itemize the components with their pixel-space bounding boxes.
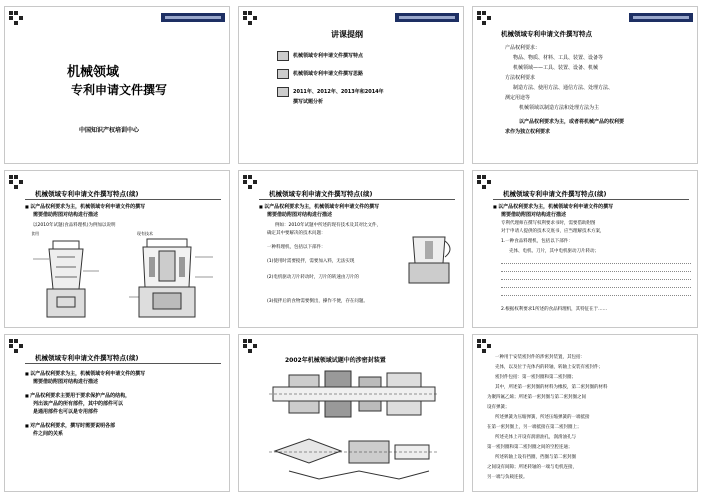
- bullet-text: ■ 对产品权利要求，撰写时需要说明各部: [25, 423, 115, 429]
- slide-8[interactable]: [238, 334, 464, 492]
- blender-figure-left: [31, 237, 101, 323]
- text-line: 制造方法、使用方法、通信方法、处理方法、: [513, 85, 614, 91]
- text-line: 所述转轴上设有挡圈，挡圈与第二密封圈: [495, 455, 576, 460]
- slide-title: 机械领域专利申请文件撰写特点: [501, 30, 592, 38]
- text-line: 之间设有间隙；所述转轴的一端与电机连接，: [487, 465, 577, 470]
- slide-1[interactable]: [4, 6, 230, 164]
- seal-drawing-upper: [269, 369, 439, 425]
- bullet-text-continued: 需要借助附图对结构进行描述: [267, 212, 333, 218]
- text-line: 密封件包括：第一密封圈和第二密封圈；: [495, 375, 576, 380]
- bullet-text: ■ 以产品权利要求为主，机械领域专利申请文件的撰写: [493, 204, 613, 210]
- divider: [493, 199, 689, 200]
- text-line: 另一端与负载连接。: [487, 475, 528, 480]
- bullet-icon: [277, 87, 289, 97]
- text-line: 求作为独立权利要求: [505, 129, 551, 135]
- outline-item-continued: 撰写试题分析: [293, 99, 324, 105]
- text-line: (3)搅拌后的食物需要倒出，操作不便，存在问题。: [267, 299, 368, 304]
- divider: [25, 199, 221, 200]
- bullet-text: ■ 产品权利要求主要用于要求保护产品的结构，: [25, 393, 130, 399]
- logo-icon: [477, 339, 491, 353]
- header-banner: [395, 13, 459, 22]
- text-line: 其中，所述第一密封圈的材料为橡胶，第二密封圈的材料: [495, 385, 608, 390]
- divider: [25, 363, 221, 364]
- caption: 以2010年试题(食品料理机)为例加以说明: [33, 223, 116, 228]
- slide-7[interactable]: [4, 334, 230, 492]
- bullet-text: ■ 以产品权利要求为主，机械领域专利申请文件的撰写: [25, 204, 145, 210]
- outline-item: 2011年、2012年、2013年和2014年: [293, 89, 384, 95]
- text-line: 机械领域以制造方法和处理方法为主: [519, 105, 600, 111]
- logo-icon: [243, 339, 257, 353]
- outline-item: 机械领域专利申请文件撰写思路: [293, 71, 364, 77]
- logo-icon: [9, 339, 23, 353]
- bullet-text-continued: 列出该产品的所有部件，其中的部件可以: [33, 401, 124, 407]
- logo-icon: [243, 11, 257, 25]
- slide-title: 机械领域专利申请文件撰写特点(续): [269, 190, 373, 198]
- text-line: 以产品权利要求为主，或者将机械产品的权利要: [519, 119, 625, 125]
- slide-2[interactable]: [238, 6, 464, 164]
- outline-item: 机械领域专利申请文件撰写特点: [293, 53, 364, 59]
- slide-title: 机械领域专利申请文件撰写特点(续): [35, 354, 139, 362]
- text-line: 所述壳体上开设有润滑油孔，润滑油孔与: [495, 435, 576, 440]
- text-line: 物品、物质、材料、工具、装置、设备等: [513, 55, 604, 61]
- slide-9[interactable]: [472, 334, 698, 492]
- bullet-text-continued: 是通用部件也可以是专用部件: [33, 409, 99, 415]
- text-line: 机械领域——工具、装置、设备、机械: [513, 65, 599, 71]
- bullet-icon: [277, 69, 289, 79]
- text-line: (2)电机驱动刀片转动时，刀片的转速由刀片的: [267, 275, 359, 280]
- text-line: 为聚四氟乙烯；所述第一密封圈与第二密封圈之间: [487, 395, 586, 400]
- blender-figure: [403, 233, 459, 287]
- text-line: 一种用于安装密封件的涉密封装置，其包括：: [495, 355, 585, 360]
- slide-title: 机械领域: [67, 65, 120, 80]
- logo-icon: [477, 11, 491, 25]
- text-line: 在第一密封圈上，另一端抵接在第二密封圈上；: [487, 425, 582, 430]
- text-line: (1)使用时需要搅拌，需要加入料，无法实现: [267, 259, 355, 264]
- text-line: 产品权利要求：: [505, 45, 541, 51]
- text-line: 1.一种食品料理机，包括以下部件：: [501, 239, 573, 244]
- text-line: 对于申请人提供的技术交底书，应当理解技术方案，: [501, 229, 605, 234]
- logo-icon: [477, 175, 491, 189]
- text-line: 方法权利要求: [505, 75, 536, 81]
- slide-subtitle: 专利申请文件撰写: [71, 83, 168, 97]
- bullet-text-continued: 需要借助附图对结构进行描述: [33, 212, 99, 218]
- bullet-text: ■ 以产品权利要求为主，机械领域专利申请文件的撰写: [25, 371, 145, 377]
- text-line: 壳体、电机、刀片，其中电机驱动刀片转动；: [509, 249, 599, 254]
- text-line: 第一密封圈和第二密封圈之间的空腔连通；: [487, 445, 573, 450]
- text-line: 所述弹簧为压缩弹簧，所述压缩弹簧的一端抵接: [495, 415, 590, 420]
- text-line: 一种料理机，包括以下部件：: [267, 245, 326, 250]
- logo-icon: [243, 175, 257, 189]
- blender-figure-right: [129, 237, 215, 323]
- bullet-text-continued: 件之间的关系: [33, 431, 64, 437]
- text-line: 设有弹簧；: [487, 405, 510, 410]
- figure-label: 食用: [31, 231, 39, 236]
- seal-drawing-lower: [269, 431, 439, 485]
- text-line: 2.根据权利要求1所述的食品料理机，其特征在于……: [501, 307, 608, 312]
- logo-icon: [9, 11, 23, 25]
- text-line: 例如：2010年试题中所述的现有技术及其对比文件，: [275, 223, 381, 228]
- figure-label: 现有技术: [137, 231, 153, 236]
- divider: [259, 199, 455, 200]
- slide-title: 2002年机械领域试题中的涉密封装置: [285, 357, 386, 364]
- slide-title: 讲课提纲: [331, 30, 363, 39]
- header-banner: [629, 13, 693, 22]
- bullet-text-continued: 需要借助附图对结构进行描述: [501, 212, 567, 218]
- slide-5[interactable]: [238, 170, 464, 328]
- bullet-icon: [277, 51, 289, 61]
- organization: 中国知识产权培训中心: [79, 127, 140, 134]
- text-line: 确定其中要解决的技术问题：: [267, 231, 326, 236]
- slide-6[interactable]: [472, 170, 698, 328]
- text-block: [501, 259, 691, 299]
- slide-title: 机械领域专利申请文件撰写特点(续): [503, 190, 607, 198]
- bullet-text: ■ 以产品权利要求为主，机械领域专利申请文件的撰写: [259, 204, 379, 210]
- bullet-text-continued: 需要借助附图对结构进行描述: [33, 379, 99, 385]
- text-line: 壳体，以及位于壳体内的转轴，转轴上安装有密封件；: [495, 365, 603, 370]
- header-banner: [161, 13, 225, 22]
- slide-title: 机械领域专利申请文件撰写特点(续): [35, 190, 139, 198]
- text-line: 专利代理师在撰写权利要求书时，需要借助附图: [501, 221, 596, 226]
- slide-3[interactable]: [472, 6, 698, 164]
- text-line: 测定用途等: [505, 95, 531, 101]
- logo-icon: [9, 175, 23, 189]
- slide-4[interactable]: [4, 170, 230, 328]
